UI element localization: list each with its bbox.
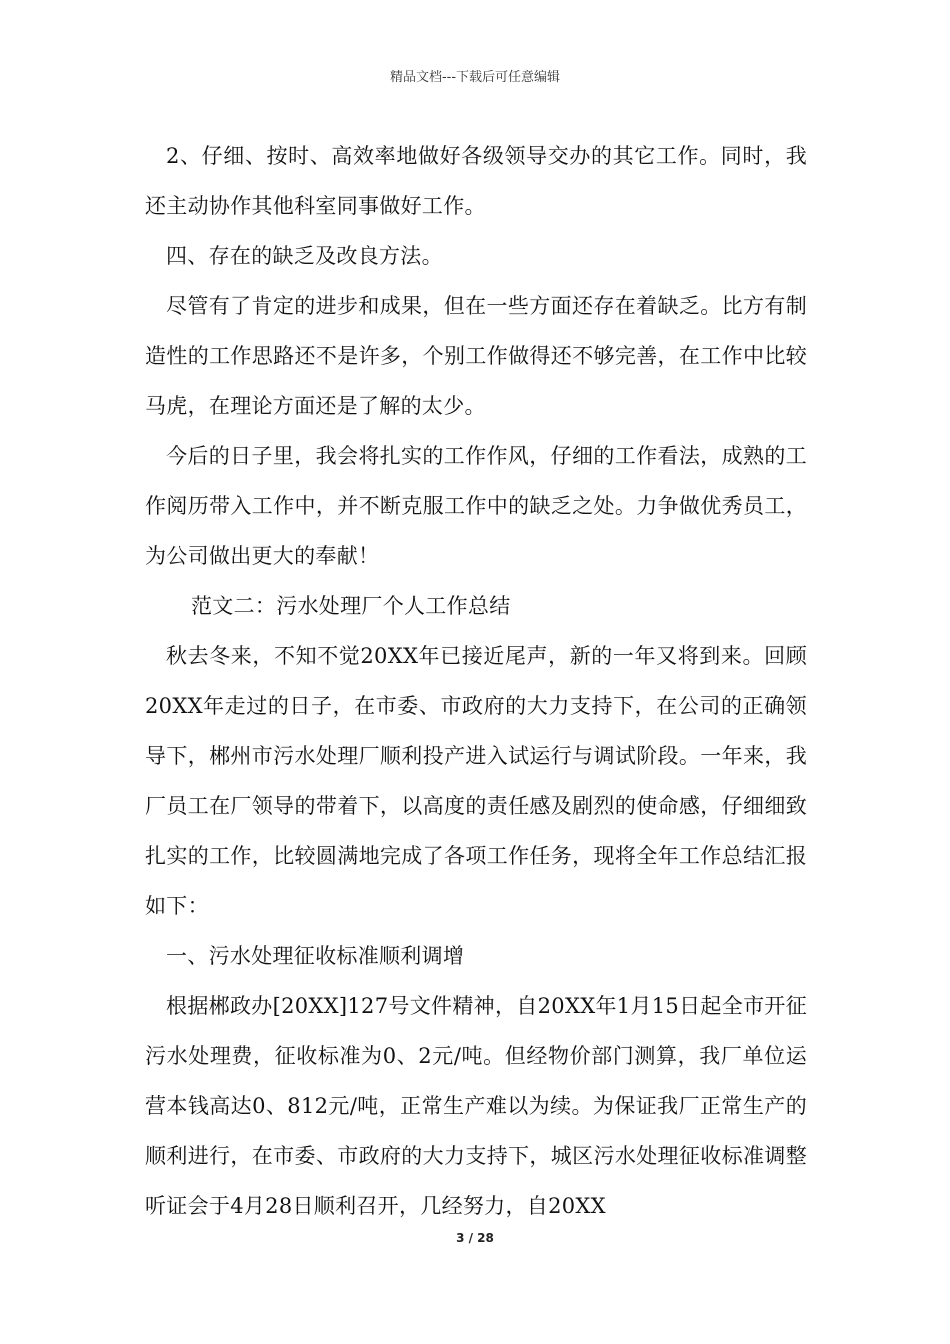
paragraph: 2、仔细、按时、高效率地做好各级领导交办的其它工作。同时，我还主动协作其他科室同事做好工作。 [145, 144, 807, 218]
paragraph: 今后的日子里，我会将扎实的工作作风，仔细的工作看法，成熟的工作阅历带入工作中，并不断克服工作中的缺乏之处。力争做优秀员工，为公司做出更大的奉献！ [145, 444, 807, 568]
paragraph: 秋去冬来，不知不觉20XX年已接近尾声，新的一年又将到来。回顾20XX年走过的日子，在市委、市政府的大力支持下，在公司的正确领导下，郴州市污水处理厂顺利投产进入试运行与调试阶段。一年来，我厂员工在厂领导的带着下，以高度的责任感及剧烈的使命感，仔细细致扎实的工作，比较圆满地完成了各项工作任务，现将全年工作总结汇报如下： [145, 644, 807, 918]
paragraph: 根据郴政办[20XX]127号文件精神，自20XX年1月15日起全市开征污水处理费，征收标准为0、2元/吨。但经物价部门测算，我厂单位运营本钱高达0、812元/吨，正常生产难以为续。为保证我厂正常生产的顺利进行，在市委、市政府的大力支持下，城区污水处理征收标准调整听证会于4月28日顺利召开，几经努力，自20XX [145, 994, 807, 1218]
document-body [145, 131, 807, 1231]
paragraph: 尽管有了肯定的进步和成果，但在一些方面还存在着缺乏。比方有制造性的工作思路还不是许多，个别工作做得还不够完善，在工作中比较马虎，在理论方面还是了解的太少。 [145, 294, 807, 418]
page-header: 精品文档---下载后可任意编辑 [389, 70, 561, 85]
section-heading: 一、污水处理征收标准顺利调增 [166, 944, 465, 968]
section-heading: 四、存在的缺乏及改良方法。 [166, 244, 443, 268]
article-title: 范文二：污水处理厂个人工作总结 [191, 594, 511, 618]
page-number: 3 / 28 [456, 1231, 494, 1245]
